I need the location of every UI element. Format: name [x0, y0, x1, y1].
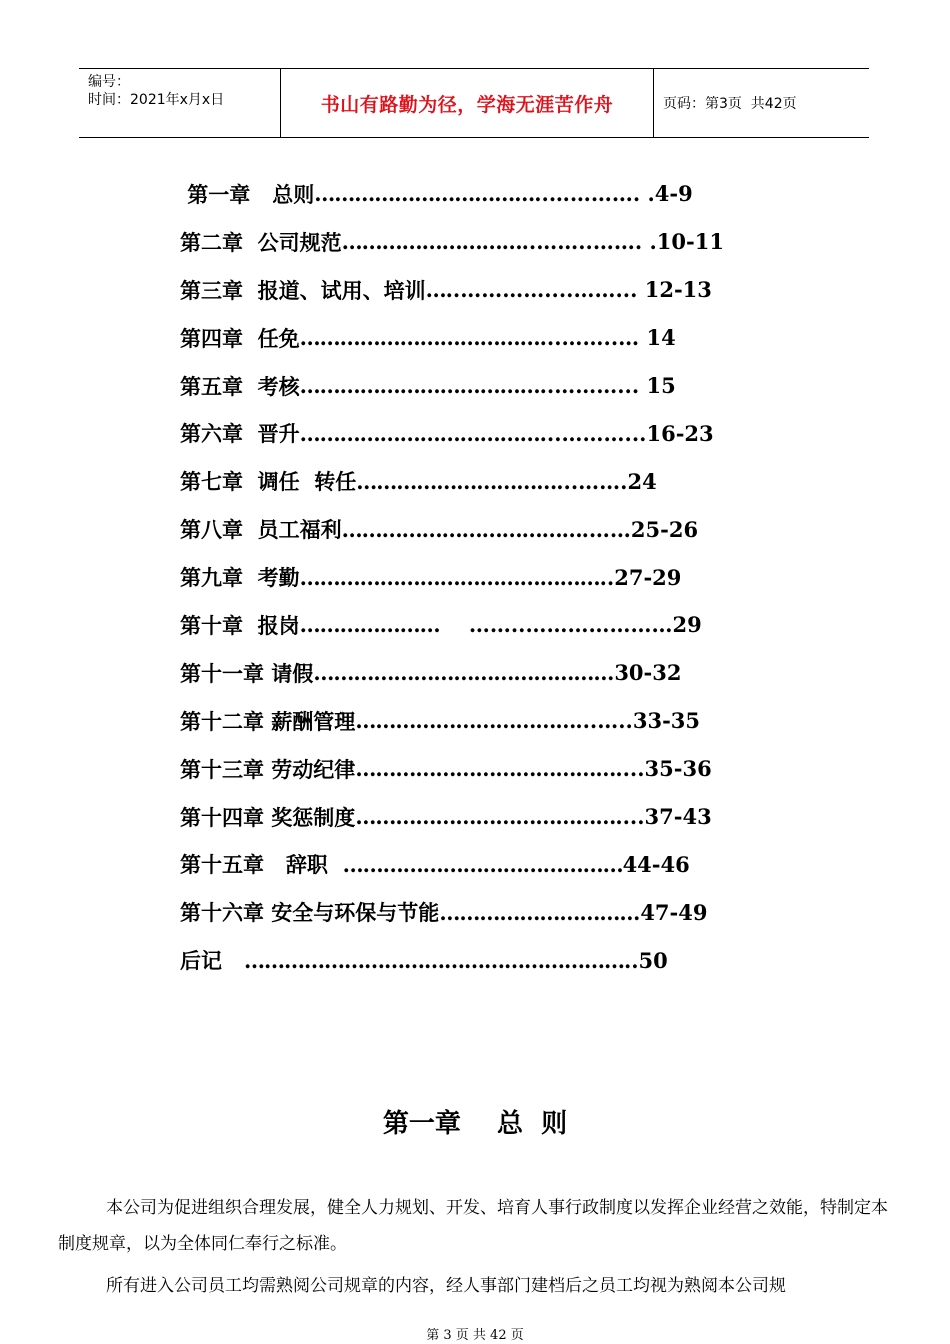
body-paragraph: 所有进入公司员工均需熟阅公司规章的内容，经人事部门建档后之员工均视为熟阅本公司规 — [106, 1276, 786, 1296]
toc-pages: ....37-43 — [615, 804, 712, 830]
toc-pages: 44-46 — [622, 851, 690, 877]
toc-leader: ……………………………… — [299, 373, 540, 398]
toc-chapter: 第七章 — [180, 469, 243, 495]
toc-title: 劳动纪律 — [264, 756, 356, 782]
toc-chapter: 第十二章 — [180, 708, 264, 734]
toc-title: 总则 — [257, 181, 315, 207]
toc-chapter: 第九章 — [180, 565, 243, 591]
toc-chapter: 第十三章 — [180, 756, 264, 782]
toc-title — [222, 948, 244, 973]
toc-row — [180, 457, 840, 505]
table-of-contents — [180, 170, 840, 984]
document-time-label: 时间：2021年x月x日 — [88, 92, 225, 108]
toc-row — [180, 793, 840, 841]
header-page-info — [654, 69, 869, 137]
toc-pages: ..…………....……... 12-13 — [445, 277, 712, 303]
toc-leader: ……………………… — [439, 899, 620, 925]
toc-leader: ……………………… — [341, 229, 522, 255]
toc-pages: ..………... 15 — [539, 373, 676, 398]
toc-leader: …………………………… — [314, 181, 535, 207]
toc-leader: ………………………………… — [355, 756, 616, 782]
toc-pages: …47-49 — [619, 899, 708, 925]
toc-leader: …………………………………… — [342, 851, 623, 877]
toc-pages: ..……..……. .10-11 — [521, 229, 724, 255]
toc-title: 调任 转任 — [243, 469, 357, 495]
toc-row — [180, 697, 840, 745]
toc-title: 考核 — [243, 373, 300, 399]
page-footer: 第 3 页 共 42 页 — [426, 1328, 524, 1343]
toc-leader: …………………………………… — [313, 660, 594, 686]
toc-pages: ..27-29 — [599, 564, 682, 590]
header-meta — [79, 69, 281, 137]
toc-title: 公司规范 — [243, 229, 342, 255]
toc-leader: ………………………………… — [355, 804, 616, 830]
toc-title: 报道、试用、培训 — [243, 277, 426, 303]
toc-row — [180, 649, 840, 697]
toc-row — [180, 936, 840, 984]
toc-chapter: 第四章 — [180, 325, 243, 351]
document-number-label: 编号： — [88, 74, 130, 90]
toc-chapter: 第二章 — [180, 229, 243, 255]
toc-title: 晋升 — [243, 421, 300, 447]
toc-title: 任免 — [243, 325, 300, 351]
toc-chapter: 第十一章 — [180, 660, 264, 686]
toc-title: 奖惩制度 — [264, 804, 356, 830]
toc-chapter: 第十章 — [180, 612, 243, 638]
toc-row — [180, 362, 840, 410]
toc-title: 辞职 — [264, 852, 343, 878]
toc-leader: ……………………………………… — [299, 564, 600, 590]
toc-chapter: 第一章 — [180, 181, 258, 207]
toc-pages: ...………...16-23 — [539, 420, 714, 446]
toc-title: 员工福利 — [243, 517, 342, 543]
toc-row — [180, 553, 840, 601]
toc-chapter: 第十六章 — [180, 900, 264, 926]
toc-chapter: 第八章 — [180, 517, 243, 543]
chapter-heading: 第一章 总 则 — [382, 1109, 568, 1139]
toc-pages: ...…….24 — [556, 468, 657, 494]
toc-leader: … — [425, 277, 446, 303]
toc-leader: ……………………………… — [299, 325, 540, 351]
toc-row — [180, 170, 840, 218]
toc-chapter: 第三章 — [180, 277, 243, 303]
body-paragraph: 本公司为促进组织合理发展，健全人力规划、开发、培育人事行政制度以发挥企业经营之效能，特制定本制度规章，以为全体同仁奉行之标准。 — [58, 1198, 888, 1254]
toc-row — [180, 601, 840, 649]
toc-leader: ……………………………… — [299, 420, 540, 446]
toc-row — [180, 745, 840, 793]
toc-title: 报岗 — [243, 612, 300, 638]
toc-leader: …………………………… — [355, 708, 576, 734]
toc-pages: ……..…………………29 — [439, 612, 702, 638]
toc-title: 薪酬管理 — [264, 708, 356, 734]
page-header — [79, 68, 869, 138]
toc-pages: ..50 — [623, 947, 668, 973]
toc-pages: ...……..… 14 — [539, 325, 676, 351]
toc-title: 请假 — [264, 660, 314, 686]
toc-pages: .……25-26 — [581, 516, 699, 542]
header-motto: 书山有路勤为径，学海无涯苦作舟 — [281, 69, 654, 137]
toc-leader: ………………………………………………… — [243, 947, 624, 973]
toc-chapter: 第五章 — [180, 373, 243, 399]
toc-row — [180, 888, 840, 936]
toc-row — [180, 218, 840, 266]
toc-row — [180, 840, 840, 888]
page-info-text: 页码：第3页 共42页 — [663, 96, 797, 112]
toc-row — [180, 505, 840, 553]
toc-chapter: 第六章 — [180, 421, 243, 447]
toc-row — [180, 314, 840, 362]
toc-leader: ………………………… — [356, 468, 557, 494]
toc-leader: ………………… — [299, 612, 440, 638]
toc-title: 安全与环保与节能 — [264, 900, 440, 926]
toc-leader: ……………………………… — [341, 516, 582, 542]
toc-row — [180, 409, 840, 457]
toc-row — [180, 266, 840, 314]
toc-pages: ...…..33-35 — [575, 708, 701, 734]
toc-chapter: 后记 — [180, 948, 222, 974]
toc-chapter: 第十五章 — [180, 852, 264, 878]
toc-pages: ....35-36 — [615, 756, 712, 782]
toc-pages: …30-32 — [593, 660, 682, 686]
toc-pages: ..…………. .4-9 — [534, 181, 693, 207]
toc-title: 考勤 — [243, 565, 300, 591]
toc-chapter: 第十四章 — [180, 804, 264, 830]
